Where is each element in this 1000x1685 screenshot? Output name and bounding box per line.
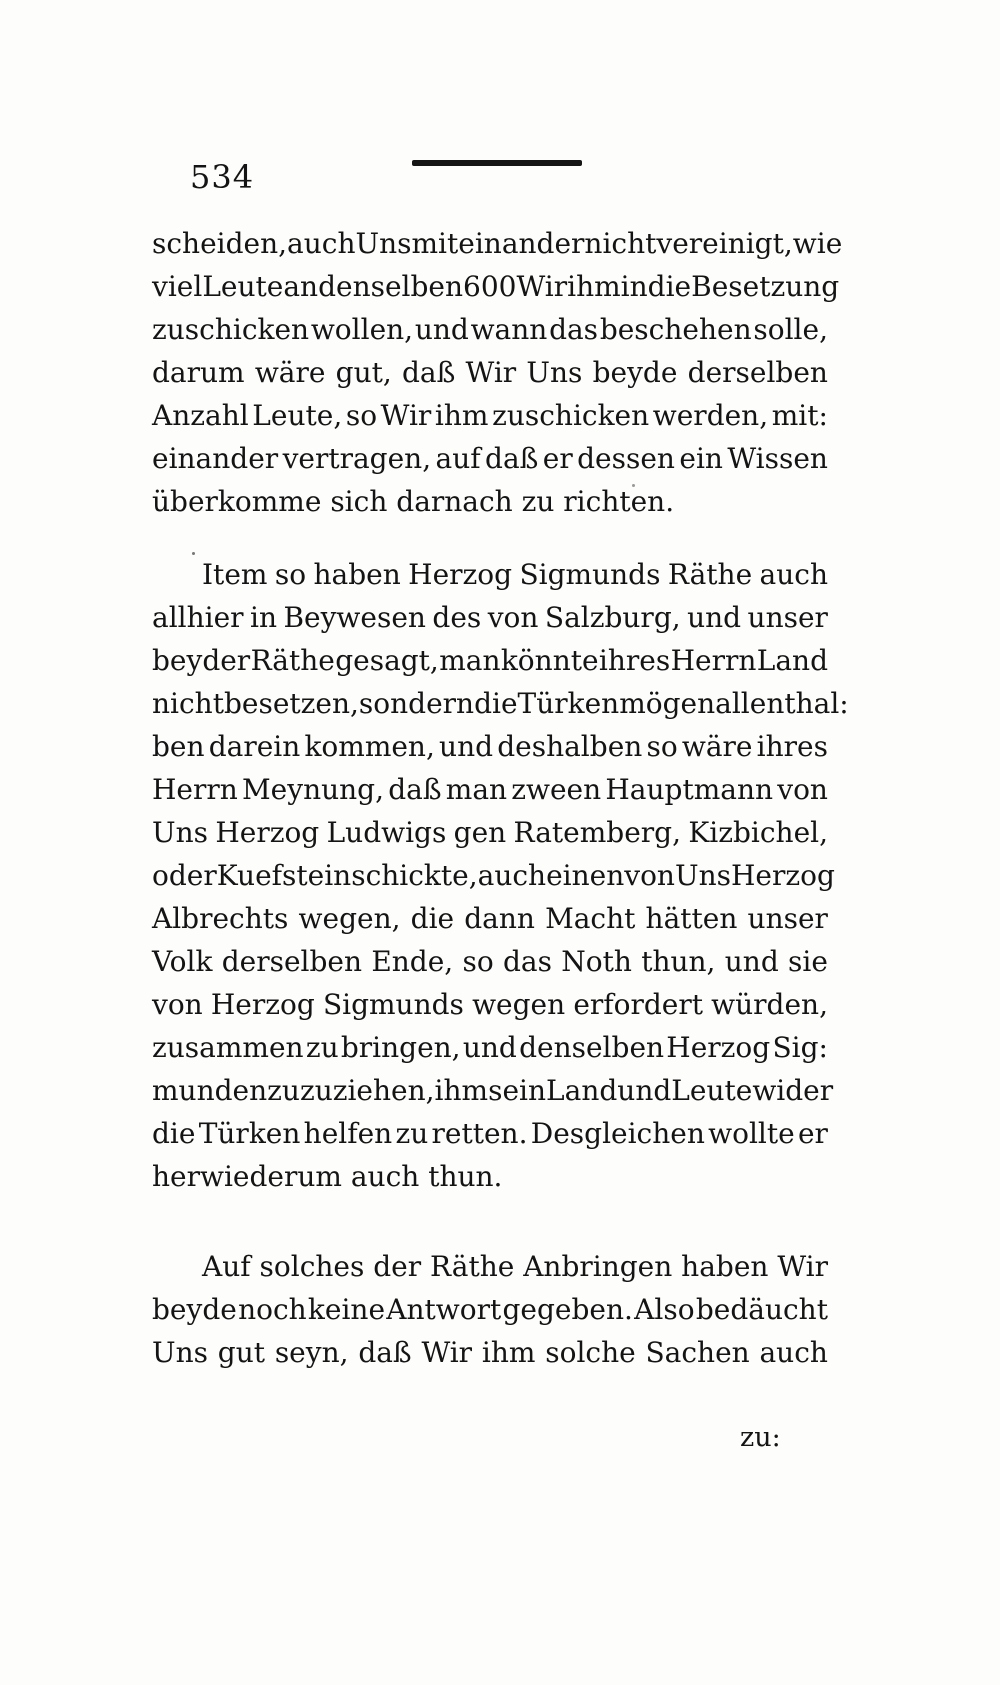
word: Besetzung: [691, 270, 840, 303]
word: darein: [208, 730, 301, 763]
word: daß: [401, 356, 456, 389]
text-line: [152, 682, 849, 725]
word: einander: [152, 442, 279, 475]
word: Türken: [198, 1117, 301, 1150]
word: dessen: [577, 442, 675, 475]
word: bringen,: [340, 1031, 461, 1064]
word: sie: [788, 945, 828, 978]
word: er: [797, 1117, 828, 1150]
word: schickte,: [351, 859, 478, 892]
word: so: [274, 558, 307, 591]
word: Also: [634, 1293, 695, 1326]
word: ihm: [434, 1074, 489, 1107]
word: könnte: [500, 644, 599, 677]
word: Herrn: [670, 644, 757, 677]
word: die: [410, 902, 455, 935]
word: mit:: [771, 399, 828, 432]
word: seyn,: [274, 1336, 349, 1369]
word: vertragen,: [282, 442, 432, 475]
word: so: [646, 730, 678, 763]
text-line: [152, 725, 828, 768]
word: wäre: [254, 356, 326, 389]
word: Sig:: [772, 1031, 828, 1064]
word: zu: [305, 1031, 339, 1064]
word: auch: [759, 558, 828, 591]
text-line: [152, 1288, 828, 1331]
word: mögen: [619, 687, 716, 720]
word: vereinigt,: [656, 227, 793, 260]
word: von: [624, 859, 675, 892]
word: Wir: [777, 1250, 828, 1283]
word: zusammen: [152, 1031, 304, 1064]
word: viel: [152, 270, 203, 303]
word: beschehen: [599, 313, 752, 346]
word: wie: [792, 227, 843, 260]
word: daß: [388, 773, 442, 806]
word: sich: [330, 485, 397, 518]
text-line: [152, 480, 828, 523]
word: kommen,: [304, 730, 435, 763]
word: nicht: [152, 687, 224, 720]
word: solches: [259, 1250, 365, 1283]
word: bedäucht: [695, 1293, 828, 1326]
word: ihres: [598, 644, 671, 677]
word: Albrechts: [152, 902, 289, 935]
text-line: [152, 811, 828, 854]
word: und: [724, 945, 779, 978]
paragraph-3: [152, 1245, 828, 1374]
word: Wissen: [727, 442, 828, 475]
word: wollen,: [310, 313, 414, 346]
word: Meynung,: [242, 773, 384, 806]
word: helfen: [303, 1117, 393, 1150]
word: Ludwigs: [326, 816, 447, 849]
word: Leute: [202, 270, 284, 303]
word: Volk: [152, 945, 213, 978]
word: Wir: [465, 356, 517, 389]
catchword: zu:: [740, 1422, 781, 1453]
word: retten.: [431, 1117, 528, 1150]
word: und: [617, 1074, 672, 1107]
word: munden: [152, 1074, 268, 1107]
word: darum: [152, 356, 245, 389]
word: noch: [238, 1293, 307, 1326]
word: auch: [477, 859, 547, 892]
word: zu: [521, 485, 564, 518]
word: man: [439, 644, 501, 677]
word: Herzog: [666, 1031, 771, 1064]
word: Noth: [561, 945, 632, 978]
word: Auf: [202, 1250, 251, 1283]
word: Uns: [355, 227, 412, 260]
word: gen: [453, 816, 507, 849]
word: zween: [511, 773, 602, 806]
word: Herrn: [152, 773, 238, 806]
word: zuschicken: [492, 399, 650, 432]
word: haben: [681, 1250, 769, 1283]
word: sein: [488, 1074, 547, 1107]
word: Räthe: [667, 558, 753, 591]
text-line: [152, 1112, 828, 1155]
word: von: [152, 988, 203, 1021]
word: Macht: [545, 902, 636, 935]
word: thun.: [428, 1160, 503, 1193]
word: beyde: [592, 356, 678, 389]
word: gut: [217, 1336, 266, 1369]
word: Uns: [152, 816, 208, 849]
word: Wir: [380, 399, 432, 432]
word: einen: [546, 859, 625, 892]
word: und: [462, 1031, 517, 1064]
word: Uns: [152, 1336, 208, 1369]
word: Item: [202, 558, 268, 591]
word: ben: [152, 730, 205, 763]
text-line: [152, 639, 828, 682]
word: zuzuziehen,: [267, 1074, 435, 1107]
word: Anbringen: [523, 1250, 673, 1283]
text-line: [152, 854, 835, 897]
word: Ende,: [371, 945, 454, 978]
word: auch: [350, 1160, 429, 1193]
word: Sigmunds: [519, 558, 661, 591]
word: allenthal:: [715, 687, 849, 720]
paragraph-2: [152, 553, 849, 1198]
text-line: [152, 897, 828, 940]
word: von: [487, 601, 539, 634]
word: herwiederum: [152, 1160, 351, 1193]
word: überkomme: [152, 485, 331, 518]
word: Kizbichel,: [688, 816, 828, 849]
word: Ratemberg,: [513, 816, 682, 849]
word: so: [345, 399, 378, 432]
word: wann: [470, 313, 548, 346]
word: Wir: [516, 270, 568, 303]
text-line: [152, 1331, 828, 1374]
word: wollte: [708, 1117, 795, 1150]
word: unser: [747, 902, 828, 935]
text-line: [152, 1245, 828, 1288]
word: Räthe: [430, 1250, 515, 1283]
word: 600: [463, 270, 517, 303]
word: ihm: [567, 270, 621, 303]
word: solle,: [753, 313, 828, 346]
word: daß: [485, 442, 539, 475]
text-line: [152, 351, 828, 394]
word: Herzog: [215, 816, 320, 849]
word: Kuefstein: [216, 859, 352, 892]
word: Türken: [517, 687, 620, 720]
word: Antwort: [386, 1293, 502, 1326]
word: wäre: [681, 730, 753, 763]
word: deshalben: [497, 730, 643, 763]
word: keine: [307, 1293, 386, 1326]
word: ihres: [756, 730, 828, 763]
word: miteinander: [411, 227, 585, 260]
word: Räthe: [250, 644, 335, 677]
word: Land: [546, 1074, 618, 1107]
word: Salzburg,: [544, 601, 681, 634]
word: beyde: [152, 1293, 237, 1326]
word: in: [620, 270, 648, 303]
word: Sigmunds: [322, 988, 464, 1021]
word: unser: [747, 601, 828, 634]
word: solche: [545, 1336, 636, 1369]
word: richten.: [563, 485, 675, 518]
word: die: [474, 687, 518, 720]
word: so: [462, 945, 494, 978]
word: in: [250, 601, 277, 634]
word: Uns: [674, 859, 731, 892]
word: wider: [752, 1074, 834, 1107]
word: Beywesen: [283, 601, 426, 634]
text-line: [152, 940, 828, 983]
word: werden,: [652, 399, 769, 432]
word: Hauptmann: [605, 773, 774, 806]
word: an: [283, 270, 319, 303]
word: daß: [358, 1336, 412, 1369]
word: der: [373, 1250, 422, 1283]
word: auf: [435, 442, 481, 475]
text-line: [152, 1155, 828, 1198]
word: derselben: [221, 945, 363, 978]
word: die: [152, 1117, 196, 1150]
word: auch: [287, 227, 356, 260]
word: man: [445, 773, 508, 806]
header-rule: [412, 160, 582, 166]
word: die: [647, 270, 692, 303]
word: Wir: [421, 1336, 473, 1369]
word: besetzen,: [223, 687, 359, 720]
text-line: [152, 394, 828, 437]
word: gut,: [335, 356, 392, 389]
word: oder: [152, 859, 217, 892]
word: zuschicken: [152, 313, 310, 346]
word: ihm: [481, 1336, 536, 1369]
word: sondern: [358, 687, 475, 720]
word: Herzog: [408, 558, 513, 591]
word: Desgleichen: [530, 1117, 705, 1150]
text-line: [152, 1069, 834, 1112]
word: scheiden,: [152, 227, 288, 260]
word: ihm: [434, 399, 489, 432]
word: denselben: [318, 270, 464, 303]
word: Leute,: [252, 399, 343, 432]
word: des: [432, 601, 482, 634]
word: Sachen: [645, 1336, 750, 1369]
word: darnach: [396, 485, 522, 518]
word: gesagt,: [335, 644, 439, 677]
word: Uns: [526, 356, 583, 389]
paragraph-1: [152, 222, 843, 523]
word: das: [502, 945, 552, 978]
word: gegeben.: [502, 1293, 633, 1326]
word: thun,: [641, 945, 716, 978]
word: Anzahl: [152, 399, 249, 432]
text-line: [152, 222, 843, 265]
word: Land: [756, 644, 828, 677]
word: wegen,: [298, 902, 401, 935]
word: wegen: [472, 988, 566, 1021]
word: Herzog: [730, 859, 835, 892]
word: Herzog: [210, 988, 315, 1021]
word: beyder: [152, 644, 251, 677]
word: und: [439, 730, 494, 763]
text-line: [152, 437, 828, 480]
word: allhier: [152, 601, 244, 634]
text-line: [152, 768, 828, 811]
word: derselben: [687, 356, 828, 389]
text-line: [152, 596, 828, 639]
word: zu: [395, 1117, 429, 1150]
word: erfordert: [573, 988, 704, 1021]
word: haben: [313, 558, 401, 591]
word: ein: [679, 442, 723, 475]
page-number: 534: [190, 158, 255, 196]
word: das: [549, 313, 599, 346]
word: Leute: [671, 1074, 753, 1107]
word: und: [687, 601, 742, 634]
word: er: [542, 442, 573, 475]
word: von: [777, 773, 828, 806]
word: hätten: [645, 902, 738, 935]
text-line: [152, 553, 828, 596]
word: und: [414, 313, 469, 346]
word: nicht: [584, 227, 657, 260]
text-line: [152, 983, 828, 1026]
word: würden,: [711, 988, 828, 1021]
word: denselben: [519, 1031, 665, 1064]
text-line: [152, 1026, 828, 1069]
text-line: [152, 308, 828, 351]
word: dann: [464, 902, 535, 935]
text-line: [152, 265, 840, 308]
word: auch: [759, 1336, 828, 1369]
